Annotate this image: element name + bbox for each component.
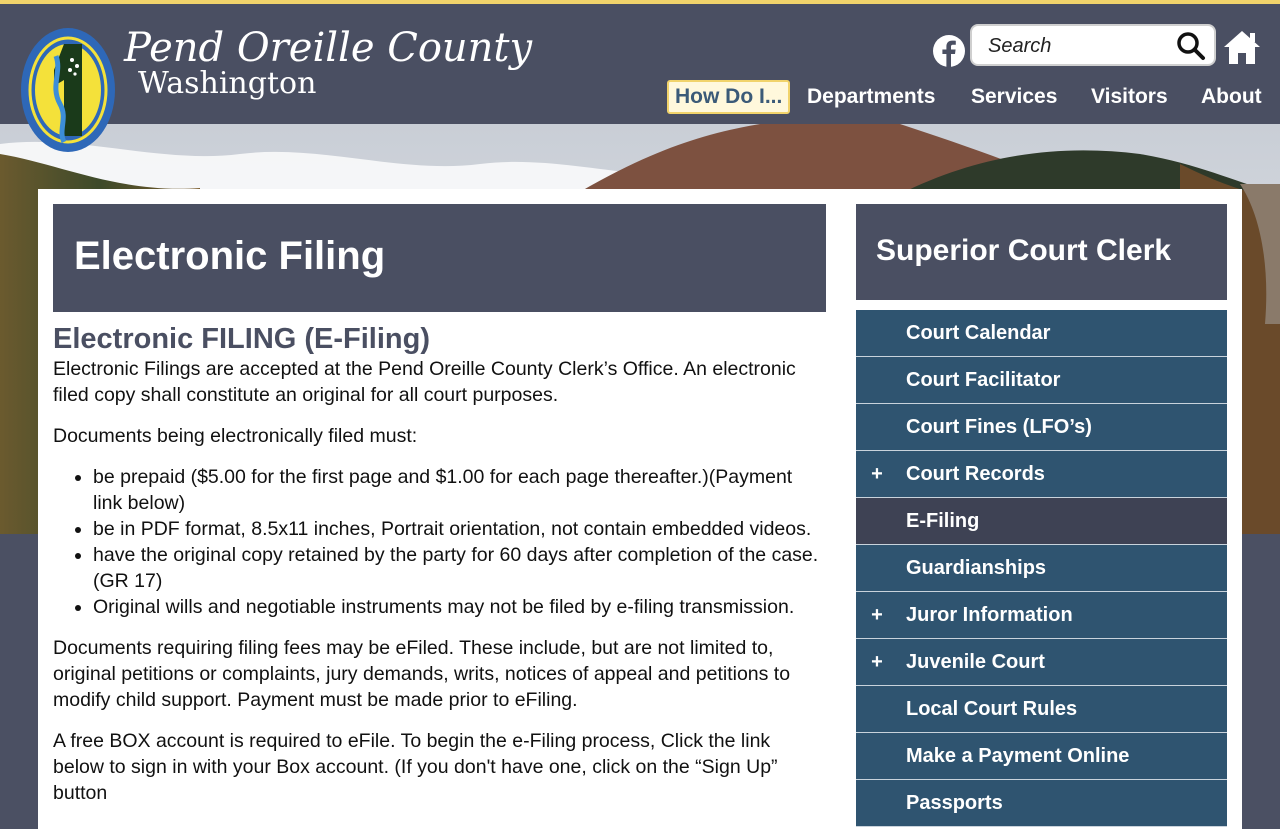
search-input[interactable]: [986, 32, 1170, 60]
sidebar-item-label: Local Court Rules: [906, 698, 1078, 720]
county-seal[interactable]: [20, 26, 116, 154]
content-paragraph-3: Documents requiring filing fees may be eFiled. These include, but are not limited to, original petitions or complaints, jury demands, writs, notices of appeal and petitions to modify child support. Payment must be made prior to eFiling.: [53, 637, 791, 711]
sidebar-item-e-filing[interactable]: [856, 498, 1227, 545]
sidebar-item-make-a-payment[interactable]: [856, 733, 1227, 780]
sidebar-item-court-records[interactable]: [856, 451, 1227, 498]
sidebar-item-court-fines[interactable]: [856, 404, 1227, 451]
nav-services[interactable]: Services: [971, 85, 1058, 108]
content-paragraph-2: Documents being electronically filed must:: [53, 425, 418, 447]
sidebar-header: [856, 204, 1227, 300]
nav-how-do-i[interactable]: How Do I...: [667, 80, 790, 114]
list-item: • have the original copy retained by the party for 60 days after completion of the case. (GR 17): [93, 542, 826, 594]
expand-plus-icon[interactable]: +: [871, 463, 883, 485]
main-nav: [0, 78, 1280, 118]
sidebar-item-label: Juvenile Court: [906, 651, 1045, 673]
nav-visitors[interactable]: Visitors: [1091, 85, 1168, 108]
expand-plus-icon[interactable]: +: [871, 651, 883, 673]
sidebar-item-label: Court Fines (LFO’s): [906, 416, 1092, 438]
expand-plus-icon[interactable]: +: [871, 604, 883, 626]
sidebar-item-label: Passports: [906, 792, 1003, 814]
content-heading: Electronic FILING (E-Filing): [53, 323, 430, 355]
sidebar-item-label: Make a Payment Online: [906, 745, 1130, 767]
sidebar-item-label: Juror Information: [906, 604, 1073, 626]
sidebar-nav: [856, 310, 1227, 827]
sidebar-title: Superior Court Clerk: [876, 234, 1172, 267]
content-paragraph-4: A free BOX account is required to eFile. To begin the e-Filing process, Click the link below to sign in with your Box account. (If you don't have one, click on the “Sign Up” button: [53, 730, 778, 804]
home-icon[interactable]: [1222, 28, 1262, 66]
facebook-icon[interactable]: [932, 34, 966, 68]
sidebar-item-court-facilitator[interactable]: [856, 357, 1227, 404]
sidebar-item-juvenile-court[interactable]: [856, 639, 1227, 686]
sidebar-item-court-calendar[interactable]: [856, 310, 1227, 357]
site-header: [0, 4, 1280, 124]
list-item: • be prepaid ($5.00 for the first page and $1.00 for each page thereafter.)(Payment link below): [93, 464, 826, 516]
sidebar-item-label: Guardianships: [906, 557, 1047, 579]
sidebar-item-local-court-rules[interactable]: [856, 686, 1227, 733]
list-item: • be in PDF format, 8.5x11 inches, Portrait orientation, not contain embedded videos.: [93, 516, 826, 542]
search-box: [970, 24, 1216, 66]
list-item: • Original wills and negotiable instruments may not be filed by e-filing transmission.: [93, 594, 826, 620]
content-paragraph-1: Electronic Filings are accepted at the Pend Oreille County Clerk’s Office. An electronic filed copy shall constitute an original for all court purposes.: [53, 358, 796, 406]
nav-departments[interactable]: Departments: [807, 85, 936, 108]
sidebar-item-passports[interactable]: [856, 780, 1227, 827]
sidebar-item-label: Court Calendar: [906, 322, 1051, 344]
nav-about[interactable]: About: [1201, 85, 1262, 108]
sidebar-item-label: E-Filing: [906, 510, 980, 532]
main-content: [53, 322, 826, 821]
sidebar-item-guardianships[interactable]: [856, 545, 1227, 592]
page-title-banner: [53, 204, 826, 312]
search-icon[interactable]: [1176, 31, 1206, 61]
sidebar-item-label: Court Records: [906, 463, 1045, 485]
page-title: Electronic Filing: [74, 234, 386, 278]
brand-county: Pend Oreille County: [124, 25, 533, 71]
sidebar-item-juror-information[interactable]: [856, 592, 1227, 639]
requirements-list: [53, 464, 826, 620]
sidebar-item-label: Court Facilitator: [906, 369, 1061, 391]
brand-state: Washington: [138, 66, 317, 101]
